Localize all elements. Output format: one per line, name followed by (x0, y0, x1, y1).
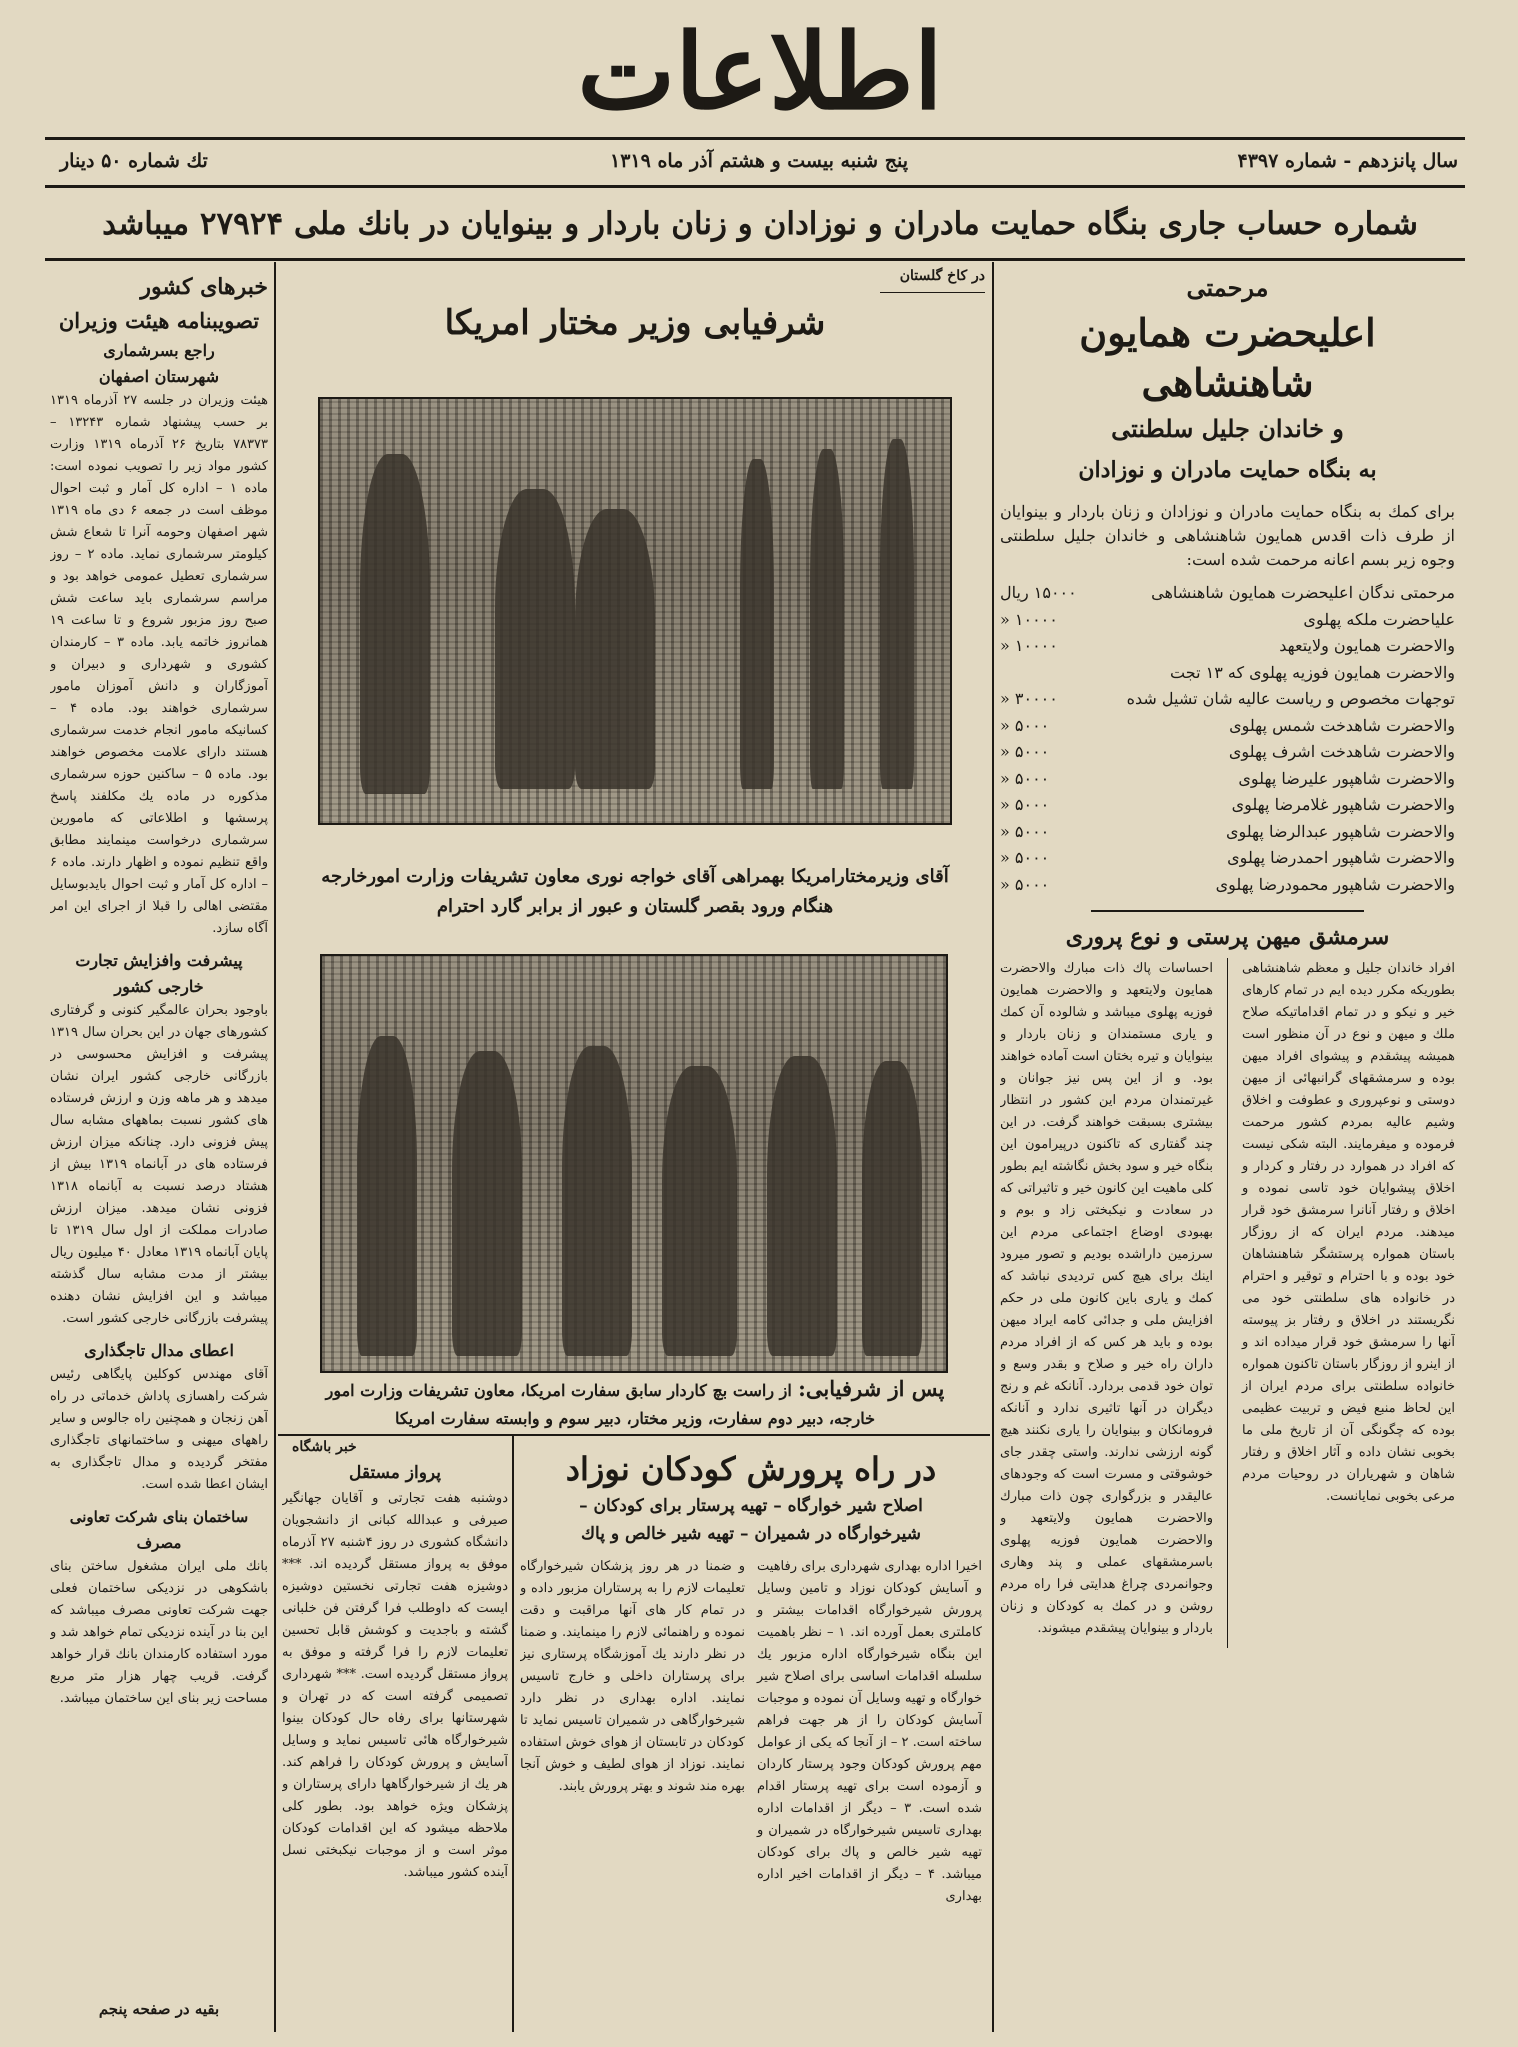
donation-row (1000, 845, 1455, 872)
donation-amount: ۵۰۰۰ « (1000, 768, 1050, 788)
left-sec4-title: ساختمان بنای شرکت تعاونی مصرف (69, 1508, 249, 1552)
donation-row (1000, 739, 1455, 766)
section2-columns (1000, 958, 1455, 1648)
center-headline: شرفیابی وزیر مختار امریکا (444, 303, 826, 343)
photo1-caption-line2: هنگام ورود بقصر گلستان و عبور از برابر گارد احترام (436, 896, 834, 917)
left-sec3-text: آقای مهندس کوکلین پایگاهی رئیس شرکت راهسازی پاداش خدماتی در راه آهن زنجان و همچنین راه جالوس و سایر راههای میهنی و ساختمانهای تاجگذاری مفتخر گردیده و مدال تاجگذاری به ایشان اعطا شده است. (50, 1367, 268, 1492)
donation-amount: ۵۰۰۰ « (1000, 874, 1050, 894)
left-sec2-title: پیشرفت وافزایش تجارت (75, 951, 243, 970)
donation-row (1000, 580, 1455, 607)
photo-figure (662, 1066, 737, 1356)
donation-amount: ۵۰۰۰ « (1000, 848, 1050, 867)
left-sec3-title: اعطای مدال تاجگذاری (84, 1341, 234, 1360)
right-subtitle: و خاندان جلیل سلطنتی (1111, 414, 1344, 443)
club-column (282, 1436, 508, 2031)
photo-figure (862, 1061, 922, 1356)
donor-name: والاحضرت شاهپور احمدرضا پهلوی (1227, 848, 1455, 867)
donor-name: علیاحضرت ملکه پهلوی (1303, 609, 1455, 629)
section2-title: سرمشق میهن پرستی و نوع پروری (1065, 924, 1390, 950)
right-kicker: مرحمتی (1186, 273, 1269, 302)
club-text: دوشنبه هفت تجارتی و آقایان جهانگیر صیرفی و عبدالله کبانی از دانشجویان دانشگاه کشوری در روز ۴شنبه ۲۷ آذرماه موفق به پرواز مستقل گردیده اند. *** دوشیزه هفت تجارتی نخستین دوشیزه ایست که داوطلب فرا گرفتن فن خلبانی گشته و باجدیت و کوشش قابل تحسین تعلیمات لازم را فرا گرفته و موفق به پرواز مستقل گردیده است. *** شهرداری تصمیمی گرفته است که در تهران و شهرستانها برای رفاه حال کودکان بینوا شیرخوارگاه هائی تاسیس نماید و وسایل آسایش و پرورش کودکان را فراهم کند. هر یك از شیرخوارگاهها دارای پرستاران و پزشکان ویژه خواهد بود. بطور کلی ملاحظه میشود که این اقدامات کودکان موثر است و از موجبات نیکبختی نسل آینده کشور میباشد. (282, 1491, 508, 1880)
article-text-b: و ضمنا در هر روز پزشکان شیرخوارگاه تعلیمات لازم را به پرستاران مزبور داده و در تمام کار های آنها مراقبت و دقت نموده و راهنمائی لازم را مینمایند. و ضمنا در نظر دارند یك آموزشگاه پرستاری نیز برای پرستاران داخلی و خارج تاسیس نمایند. اداره بهداری در نظر دارد شیرخوارگاهی در شمیران تاسیس نماید تا کودکان در تابستان از هوای خوش استفاده نمایند. نوزاد از هوای لطیف و خوش آنجا بهره مند شوند و بهتر پرورش یابند. (520, 1559, 745, 1794)
left-sec1-sub1: راجع بسرشماری (103, 341, 215, 360)
masthead-title: اطلاعات (577, 10, 943, 133)
left-column (50, 270, 268, 2030)
donation-amount: ۱۰۰۰۰ « (1000, 609, 1058, 629)
photo-arrival (318, 397, 952, 825)
left-sec1-sub2: شهرستان اصفهان (98, 367, 220, 386)
left-sec1-text: هیئت وزیران در جلسه ۲۷ آذرماه ۱۳۱۹ بر حسب پیشنهاد شماره ۱۳۲۴۳ – ۷۸۳۷۳ بتاریخ ۲۶ آذرماه ۱۳۱۹ وزارت کشور مواد زیر را تصویب نموده است: ماده ۱ – اداره کل آمار و ثبت احوال موظف است در جمعه ۶ دی ماه ۱۳۱۹ شهر اصفهان وحومه آنرا تا شعاع شش کیلومتر سرشماری نماید. ماده ۲ – روز سرشماری تعطیل عمومی خواهد بود و مراسم سرشماری باید ساعت شش صبح روز مزبور شروع و تا ساعت ۱۹ همانروز خاتمه یابد. ماده ۳ – کارمندان کشوری و شهرداری و دبیران و آموزگاران و دانش آموزان مامور سرشماری خواهند بود. ماده ۴ – کسانیکه مامور انجام خدمت سرشماری هستند دارای علامت مخصوص خواهند بود. ماده ۵ – ساکنین حوزه سرشماری مذکوره در ماده یك مکلفند پاسخ پرسشها و اطلاعاتی که مامورین سرشماری درخواست مینمایند مطابق واقع تنظیم نموده و اظهار دارند. ماده ۶ – اداره کل آمار و ثبت احوال بایدبوسایل مقتضی اهالی را قبلا از اجرای این امر آگاه سازد. (50, 393, 268, 936)
photo-figure (360, 454, 430, 794)
donation-amount: ۱۰۰۰۰ « (1000, 636, 1058, 655)
photo2-caption-head: پس از شرفیابی: (798, 1376, 945, 1401)
donor-name: والاحضرت همایون ولایتعهد (1279, 636, 1455, 655)
donation-row (1000, 633, 1455, 660)
article-sub2: شیرخوارگاه در شمیران – تهیه شیر خالص و پاك (581, 1524, 921, 1544)
donor-name: مرحمتی ندگان اعلیحضرت همایون شاهنشاهی (1151, 583, 1455, 602)
photo-figure (452, 1051, 522, 1356)
donor-name: والاحضرت شاهپور غلامرضا پهلوی (1231, 795, 1455, 814)
donation-row (1000, 607, 1455, 634)
left-title: خبرهای کشور (140, 274, 268, 300)
issue-price: تك شماره ۵۰ دینار (60, 150, 208, 172)
photo-figure (740, 459, 774, 789)
donation-row (1000, 766, 1455, 793)
donation-amount: ۵۰۰۰ « (1000, 795, 1050, 814)
photo-figure (880, 439, 914, 789)
photo1-caption-line1: آقای وزیرمختارامریکا بهمراهی آقای خواجه نوری معاون تشریفات وزارت امورخارجه (321, 866, 949, 887)
photo-figure (495, 489, 575, 789)
photo2-caption-line2: خارجه، دبیر دوم سفارت، وزیر مختار، دبیر سوم و وابسته سفارت امریکا (395, 1409, 875, 1428)
issue-number: سال پانزدهم - شماره ۴۳۹۷ (1237, 150, 1458, 172)
section2-text-b: احساسات پاك ذات مبارك والاحضرت همایون ولایتعهد و والاحضرت همایون فوزیه پهلوی میباشد و شالوده آن کمك و یاری مستمندان و زنان باردار و بینوایان و تیره بختان است آماده خواهند بود. و از این پس نیز جوانان و غیرتمندان مردم این کشور در انتظار بیشتری بسبقت خواهند گرفت. در این چند گفتاری که تاکنون درپیرامون این بنگاه خیر و سود بخش نگاشته ایم بطور کلی ماهیت این کانون خیر و تاثیراتی که در سعادت و نیکبختی زاد و بوم و بهبودی اوضاع اجتماعی مردم این سرزمین داراشده بودیم و تصور میرود اینك برای هیچ کس تردیدی نباشد که کمك و یاری باین کانون ملی در حکم افزایش ملی و جدائی کامه ایراد میهن بوده و باید هر کس که از افراد مردم داران راه خیر و صلاح و بقدر وسع و توان خود قدمی بردارد. آنانکه غم و رنج دیگران در آنها تاثیری ندارد و آنانکه فرومانکان و بینوایان را یاری نکنند هیچ گونه ارزشی ندارند. واستی چقدر جای خوشوقتی و مسرت است که وجودهای عالیقدر و بزرگواری چون ذات مبارك والاحضرت همایون ولایتعهد و والاحضرت همایون فوزیه پهلوی باسرمشقهای عملی و پند وهاری وجوانمردی چراغ هدایتی فرا راه مردم روشن و در کمك به کودکان و زنان باردار و بینوایان پیشقدم میشوند. (1000, 961, 1213, 1636)
center-dateline-rule (880, 292, 985, 293)
donor-name: والاحضرت شاهپور عبدالرضا پهلوی (1225, 821, 1455, 841)
left-sec1-title: تصویبنامه هیئت وزیران (58, 308, 260, 333)
banner-rule (45, 258, 1465, 261)
photo-figure (562, 1046, 632, 1356)
donation-row (1000, 686, 1455, 713)
left-sec2-text: باوجود بحران عالمگیر کنونی و گرفتاری کشورهای جهان در این بحران سال ۱۳۱۹ پیشرفت و افزایش محسوسی در بازرگانی خارجی کشور ایران نشان میدهد و هر ماهه وزن و ارزش فرستاده های کشور نسبت بماههای مشابه سال پیش فزونی دارد. چنانکه میزان ارزش فرستاده های در آبانماه ۱۳۱۹ بیش از هشتاد درصد نسبت به آبانماه ۱۳۱۸ فزونی نشان میدهد. میزان ارزش صادرات مملکت از اول سال ۱۳۱۹ تا پایان آبانماه ۱۳۱۹ معادل ۴۰ میلیون ریال بیشتر از مدت مشابه سال گذشته میباشد و این افزایش نشان دهنده پیشرفت بازرگانی خارجی کشور است. (50, 1003, 268, 1326)
donation-row (1000, 819, 1455, 846)
photo-figure (767, 1056, 837, 1356)
section2-divider (1227, 958, 1228, 1648)
article-sub1: اصلاح شیر خوارگاه – تهیه پرستار برای کودکان – (579, 1496, 923, 1516)
donor-name: والاحضرت شاهدخت اشرف پهلوی (1228, 742, 1455, 761)
section2-text-a: افراد خاندان جلیل و معظم شاهنشاهی بطوریکه مکرر دیده ایم در تمام کارهای خیر و نیکو و در تمام اقداماتیکه صلاح ملك و میهن و نوع در آن منظور است همیشه پیشقدم و پیشوای افراد میهن بوده و سرمشقهای گرانبهائی از میهن دوستی و نوعپروری و عطوفت و اخلاق وشیم عالیه بمردم کشور مرحمت فرموده و میفرمایند. البته شکی نیست که افراد در هموارد در رفتار و کردار و اخلاق پیشوایان خود تاسی نموده و اخلاق و رفتار آنانرا سرمشق خود قرار میدهند. مردم ایران که از روزگار باستان همواره پرستشگر شاهنشاهان خود بوده و با احترام و توقیر و احترام در خانواده های سلطنتی خود می نگریستند در اخلاق و رفتار بز پیوسته آنها را سرمشق خود قرار میداده اند و از اینرو از روزگار باستان تاکنون همواره خانواده سلطنتی برای مردم ایران از این لحاظ منبع فیض و تربیت عظیمی بوده که چگونگی آن از تاریخ ملی ما بخوبی نشان داده و آثار اخلاق و رفتار شاهان و شهریاران در روحیات مردم مرعی بخوبی نمایانست. (1242, 961, 1455, 1504)
right-column (1000, 268, 1455, 2028)
dateline-rule (45, 185, 1465, 188)
photo-audience (320, 954, 948, 1373)
donor-name: توجهات مخصوص و ریاست عالیه شان تشیل شده (1126, 689, 1455, 708)
donation-row (1000, 660, 1455, 687)
article-text-a: اخیرا اداره بهداری شهرداری برای رفاهیت و آسایش کودکان نوزاد و تامین وسایل پرورش شیرخوارگاه اقدامات بیشتر و کاملتری بعمل آورده اند. ۱ – نظر باهمیت این بنگاه شیرخوارگاه اداره مزبور یك سلسله اقدامات اساسی برای اصلاح شیر خوارگاه و تهیه وسایل آن نموده و موجبات آسایش کودکان را از هر جهت فراهم ساخته است. ۲ – از آنجا که یکی از عوامل مهم پرورش کودکان وجود پرستار کاردان و آزموده است برای تهیه پرستار اقدام شده است. ۳ – دیگر از اقدامات اداره بهداری تاسیس شیرخوارگاه در شمیران و تهیه شیر خالص و پاك برای کودکان میباشد. ۴ – دیگر از اقدامات اخیر اداره بهداری (757, 1559, 982, 1904)
issue-date: پنج شنبه بیست و هشتم آذر ماه ۱۳۱۹ (610, 150, 908, 172)
column-divider-right (992, 262, 994, 2032)
donor-name: والاحضرت شاهدخت شمس پهلوی (1229, 715, 1455, 735)
top-rule (45, 137, 1465, 140)
donation-amount: ۵۰۰۰ « (1000, 715, 1050, 735)
photo-figure (575, 509, 655, 789)
section-divider (1091, 910, 1364, 912)
donation-list (1000, 580, 1455, 898)
article-title: در راه پرورش کودکان نوزاد (565, 1450, 937, 1488)
club-divider (512, 1436, 514, 2032)
article-columns (520, 1556, 982, 1916)
photo2-caption-line1 (290, 1374, 980, 1406)
left-sec4-text: بانك ملی ایران مشغول ساختن بنای باشکوهی در نزدیکی ساختمان فعلی جهت شرکت تعاونی مصرف میباشد که این بنا در آینده نزدیکی تمام خواهد شد و مورد استفاده کارمندان بانك قرار خواهد گرفت. قریب چهار هزار متر مربع مساحت زیر بنای این ساختمان میباشد. (50, 1559, 268, 1706)
donation-row (1000, 872, 1455, 899)
photo-figure (810, 449, 844, 789)
donation-amount: ۵۰۰۰ « (1000, 742, 1050, 761)
right-title: اعلیحضرت همایون شاهنشاهی (1079, 310, 1376, 405)
donor-name: والاحضرت شاهپور محمودرضا پهلوی (1215, 874, 1455, 894)
right-subtitle2: به بنگاه حمایت مادران و نوزادان (1078, 457, 1377, 483)
right-intro: برای کمك به بنگاه حمایت مادران و نوزادان و زنان باردار و بینوایان از طرف ذات اقدس همایون شاهنشاهی و خاندان جلیل سلطنتی وجوه زیر بسم اعانه مرحمت شده است: (1000, 502, 1455, 569)
newborn-article (520, 1446, 982, 2031)
donation-row (1000, 792, 1455, 819)
donation-amount: ۳۰۰۰۰ « (1000, 689, 1058, 708)
left-sec2-sub: خارجی کشور (114, 977, 204, 996)
donation-amount: ۱۵۰۰۰ ریال (1000, 583, 1077, 602)
photo2-caption-text1: از راست بچ کاردار سابق سفارت امریکا، معاون تشریفات وزارت امور (325, 1381, 792, 1400)
club-label: خبر باشگاه (292, 1439, 357, 1455)
club-title: پرواز مستقل (348, 1463, 442, 1483)
photo-figure (357, 1036, 417, 1356)
column-divider-left (274, 262, 276, 2032)
donation-amount: ۵۰۰۰ « (1000, 821, 1050, 841)
banner-headline: شماره حساب جاری بنگاه حمایت مادران و نوزادان و زنان باردار و بینوایان در بانك ملی ۲۷۹۲۴ میباشد (102, 206, 1418, 242)
donor-name: والاحضرت همایون فوزیه پهلوی که ۱۳ تجت (1170, 662, 1455, 682)
donation-row (1000, 713, 1455, 740)
continued-note: بقیه در صفحه پنجم (98, 2000, 220, 2018)
donor-name: والاحضرت شاهپور علیرضا پهلوی (1238, 768, 1455, 788)
center-dateline: در کاخ گلستان (899, 268, 985, 284)
